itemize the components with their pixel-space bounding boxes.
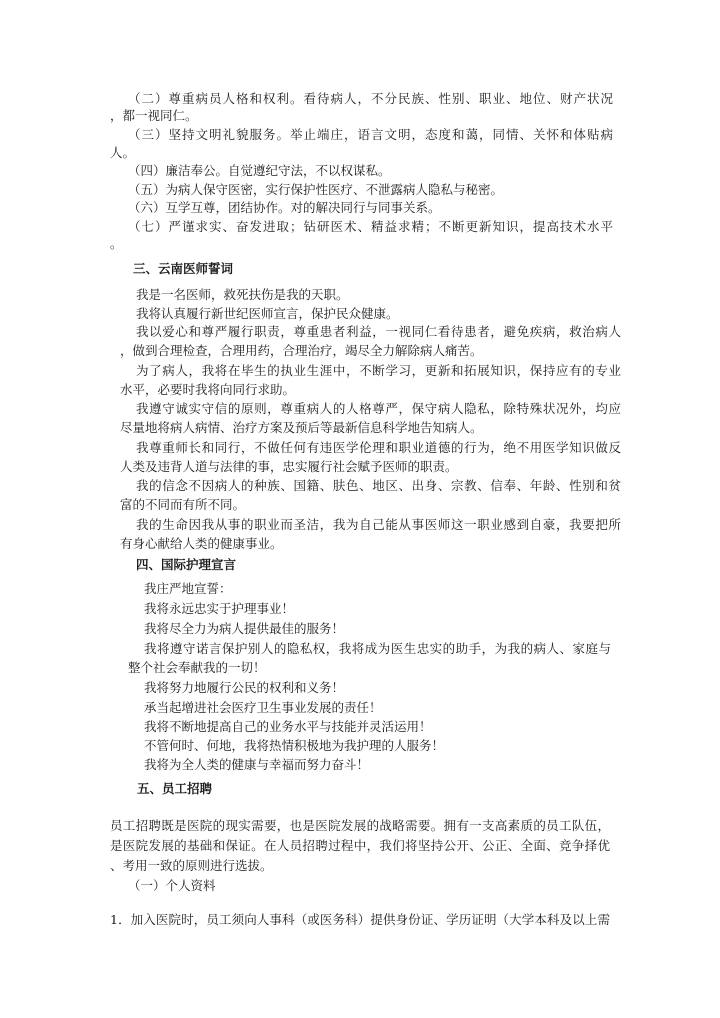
section-4-line-3: 我将尽全力为病人提供最佳的服务！ (144, 621, 345, 636)
duty-item-4: （四）廉洁奉公。自觉遵纪守法，不以权谋私。 (128, 163, 391, 178)
section-3-para-6-line-1: 我尊重师长和同行，不做任何有违医学伦理和职业道德的行为，绝不用医学知识做反 (136, 440, 622, 455)
duty-item-7-line-1: （七）严谨求实、奋发进取；钻研医术、精益求精；不断更新知识，提高技术水平 (128, 219, 614, 234)
duty-item-7-line-2: 。 (110, 236, 123, 251)
section-5-para-1-line-3: 、考用一致的原则进行选拔。 (110, 858, 273, 873)
section-4-line-5: 我将努力地履行公民的权利和义务！ (144, 680, 345, 695)
section-3-para-3-line-1: 我以爱心和尊严履行职责，尊重患者利益，一视同仁看待患者，避免疾病，救治病人 (136, 324, 622, 339)
section-5-para-1-line-2: 是医院发展的基础和保证。在人员招聘过程中，我们将坚持公开、公正、全面、竞争择优 (110, 838, 611, 853)
section-3-para-2: 我将认真履行新世纪医师宣言，保护民众健康。 (136, 306, 399, 321)
duty-item-3-line-2: 人。 (110, 145, 136, 160)
section-4-line-6: 承当起增进社会医疗卫生事业发展的责任！ (144, 700, 382, 715)
section-3-para-7-line-2: 富的不同而有所不同。 (120, 497, 246, 512)
section-4-line-1: 我庄严地宣誓： (144, 581, 232, 596)
duty-item-3-line-1: （三）坚持文明礼貌服务。举止端庄，语言文明，态度和蔼，同情、关怀和体贴病 (128, 127, 614, 142)
section-5-item-1: 1．加入医院时，员工须向人事科（或医务科）提供身份证、学历证明（大学本科及以上需 (110, 912, 611, 927)
section-4-line-8: 不管何时、何地，我将热情积极地为我护理的人服务！ (144, 738, 445, 753)
section-4-line-2: 我将永远忠实于护理事业！ (144, 601, 295, 616)
section-4-line-4-part-1: 我将遵守诺言保护别人的隐私权，我将成为医生忠实的助手，为我的病人、家庭与 (144, 641, 612, 656)
section-4-line-7: 我将不断地提高自己的业务水平与技能并灵活运用！ (144, 719, 432, 734)
duty-item-2-line-1: （二）尊重病员人格和权利。看待病人，不分民族、性别、职业、地位、财产状况 (128, 91, 614, 106)
section-3-para-4-line-2: 水平，必要时我将向同行求助。 (120, 382, 296, 397)
duty-item-6: （六）互学互尊，团结协作。对的解决同行与同事关系。 (128, 200, 441, 215)
section-5-subheading-1: （一）个人资料 (128, 878, 216, 893)
section-3-para-4-line-1: 为了病人，我将在毕生的执业生涯中，不断学习，更新和拓展知识，保持应有的专业 (136, 363, 622, 378)
section-3-para-7-line-1: 我的信念不因病人的种族、国籍、肤色、地区、出身、宗教、信奉、年龄、性别和贫 (136, 478, 622, 493)
duty-item-5: （五）为病人保守医密，实行保护性医疗、不泄露病人隐私与秘密。 (128, 182, 504, 197)
section-3-para-5-line-1: 我遵守诚实守信的原则，尊重病人的人格尊严，保守病人隐私，除特殊状况外，均应 (136, 401, 622, 416)
section-3-para-3-line-2: ，做到合理检查，合理用药，合理治疗，竭尽全力解除病人痛苦。 (120, 343, 483, 358)
section-5-heading: 五、员工招聘 (137, 781, 213, 796)
section-3-para-5-line-2: 尽量地将病人病情、治疗方案及预后等最新信息科学地告知病人。 (120, 420, 483, 435)
section-5-para-1-line-1: 员工招聘既是医院的现实需要，也是医院发展的战略需要。拥有一支高素质的员工队伍， (110, 818, 611, 833)
section-3-para-8-line-1: 我的生命因我从事的职业而圣洁，我为自己能从事医师这一职业感到自豪，我要把所 (136, 517, 622, 532)
section-3-para-1: 我是一名医师，救死扶伤是我的天职。 (136, 287, 349, 302)
section-4-line-4-part-2: 整个社会奉献我的一切！ (128, 660, 266, 675)
section-3-para-8-line-2: 有身心献给人类的健康事业。 (120, 536, 283, 551)
section-4-line-9: 我将为全人类的健康与幸福而努力奋斗！ (144, 757, 370, 772)
section-4-heading: 四、国际护理宣言 (136, 557, 237, 572)
section-3-heading: 三、云南医师誓词 (133, 261, 234, 276)
section-3-para-6-line-2: 人类及违背人道与法律的事，忠实履行社会赋予医师的职责。 (120, 459, 458, 474)
duty-item-2-line-2: ，都一视同仁。 (110, 108, 198, 123)
